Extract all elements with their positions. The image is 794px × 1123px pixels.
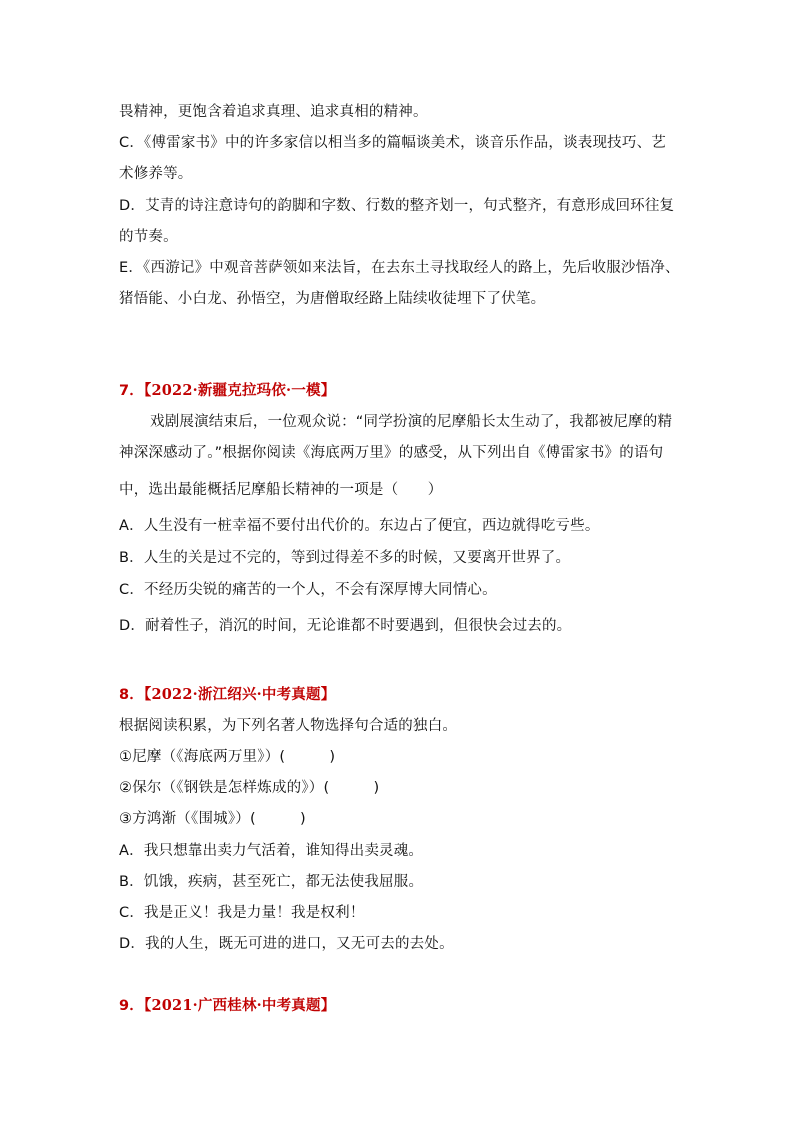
- q8-source: 【2022·浙江绍兴·中考真题】: [144, 686, 336, 703]
- q6-option-e-line2: 猪悟能、小白龙、孙悟空，为唐僧取经路上陆续收徒埋下了伏笔。: [119, 291, 546, 307]
- q8-item-1: ①尼摩（《海底两万里》）( ): [119, 749, 336, 765]
- q8-stem: 根据阅读积累，为下列名著人物选择句合适的独白。: [119, 718, 458, 734]
- q7-number: 7．: [119, 383, 144, 399]
- q8-item-3: ③方鸿渐（《围城》）( ): [119, 811, 306, 827]
- q7-source: 【2022·新疆克拉玛依·一模】: [144, 382, 336, 399]
- q8-number: 8．: [119, 687, 144, 703]
- q6-option-d-line2: 的节奏。: [119, 229, 178, 245]
- q8-option-b: B．饥饿，疾病，甚至死亡，都无法使我屈服。: [119, 874, 424, 890]
- q7-option-c: C．不经历尖锐的痛苦的一个人，不会有深厚博大同情心。: [119, 582, 497, 598]
- q8-option-d: D．我的人生，既无可进的进口，又无可去的去处。: [119, 936, 454, 952]
- q7-option-b: B．人生的关是过不完的，等到过得差不多的时候，又要离开世界了。: [119, 550, 571, 566]
- q7-stem-line2: 神深深感动了。”根据你阅读《海底两万里》的感受，从下列出自《傅雷家书》的语句: [119, 445, 664, 461]
- q8-item-2: ②保尔（《钢铁是怎样炼成的》）( ): [119, 780, 380, 796]
- q8-option-a: A．我只想靠出卖力气活着，谁知得出卖灵魂。: [119, 843, 424, 859]
- q7-stem-line1: 戏剧展演结束后，一位观众说：“同学扮演的尼摩船长太生动了，我都被尼摩的精: [150, 414, 673, 430]
- q9-number: 9．: [119, 998, 144, 1014]
- q7-stem-line3: 中，选出最能概括尼摩船长精神的一项是（ ）: [119, 482, 443, 498]
- q6-continuation-line: 畏精神，更饱含着追求真理、追求真相的精神。: [119, 104, 428, 120]
- q7-option-a: A．人生没有一桩幸福不要付出代价的。东边占了便宜，西边就得吃亏些。: [119, 518, 600, 534]
- q6-option-c-line1: C．《傅雷家书》中的许多家信以相当多的篇幅谈美术，谈音乐作品，谈表现技巧、艺: [119, 135, 666, 151]
- q6-option-c-line2: 术修养等。: [119, 166, 193, 182]
- q8-heading: [119, 685, 335, 705]
- q8-option-c: C．我是正义！我是力量！我是权利！: [119, 905, 365, 921]
- q7-option-d: D．耐着性子，消沉的时间，无论谁都不时要遇到，但很快会过去的。: [119, 618, 572, 634]
- q9-heading: [119, 996, 335, 1016]
- q7-heading: [119, 381, 335, 401]
- q6-option-d-line1: D．艾青的诗注意诗句的韵脚和字数、行数的整齐划一，句式整齐，有意形成回环往复: [119, 198, 675, 214]
- q9-source: 【2021·广西桂林·中考真题】: [144, 997, 336, 1014]
- q6-option-e-line1: E．《西游记》中观音菩萨领如来法旨，在去东土寻找取经人的路上，先后收服沙悟净、: [119, 260, 680, 276]
